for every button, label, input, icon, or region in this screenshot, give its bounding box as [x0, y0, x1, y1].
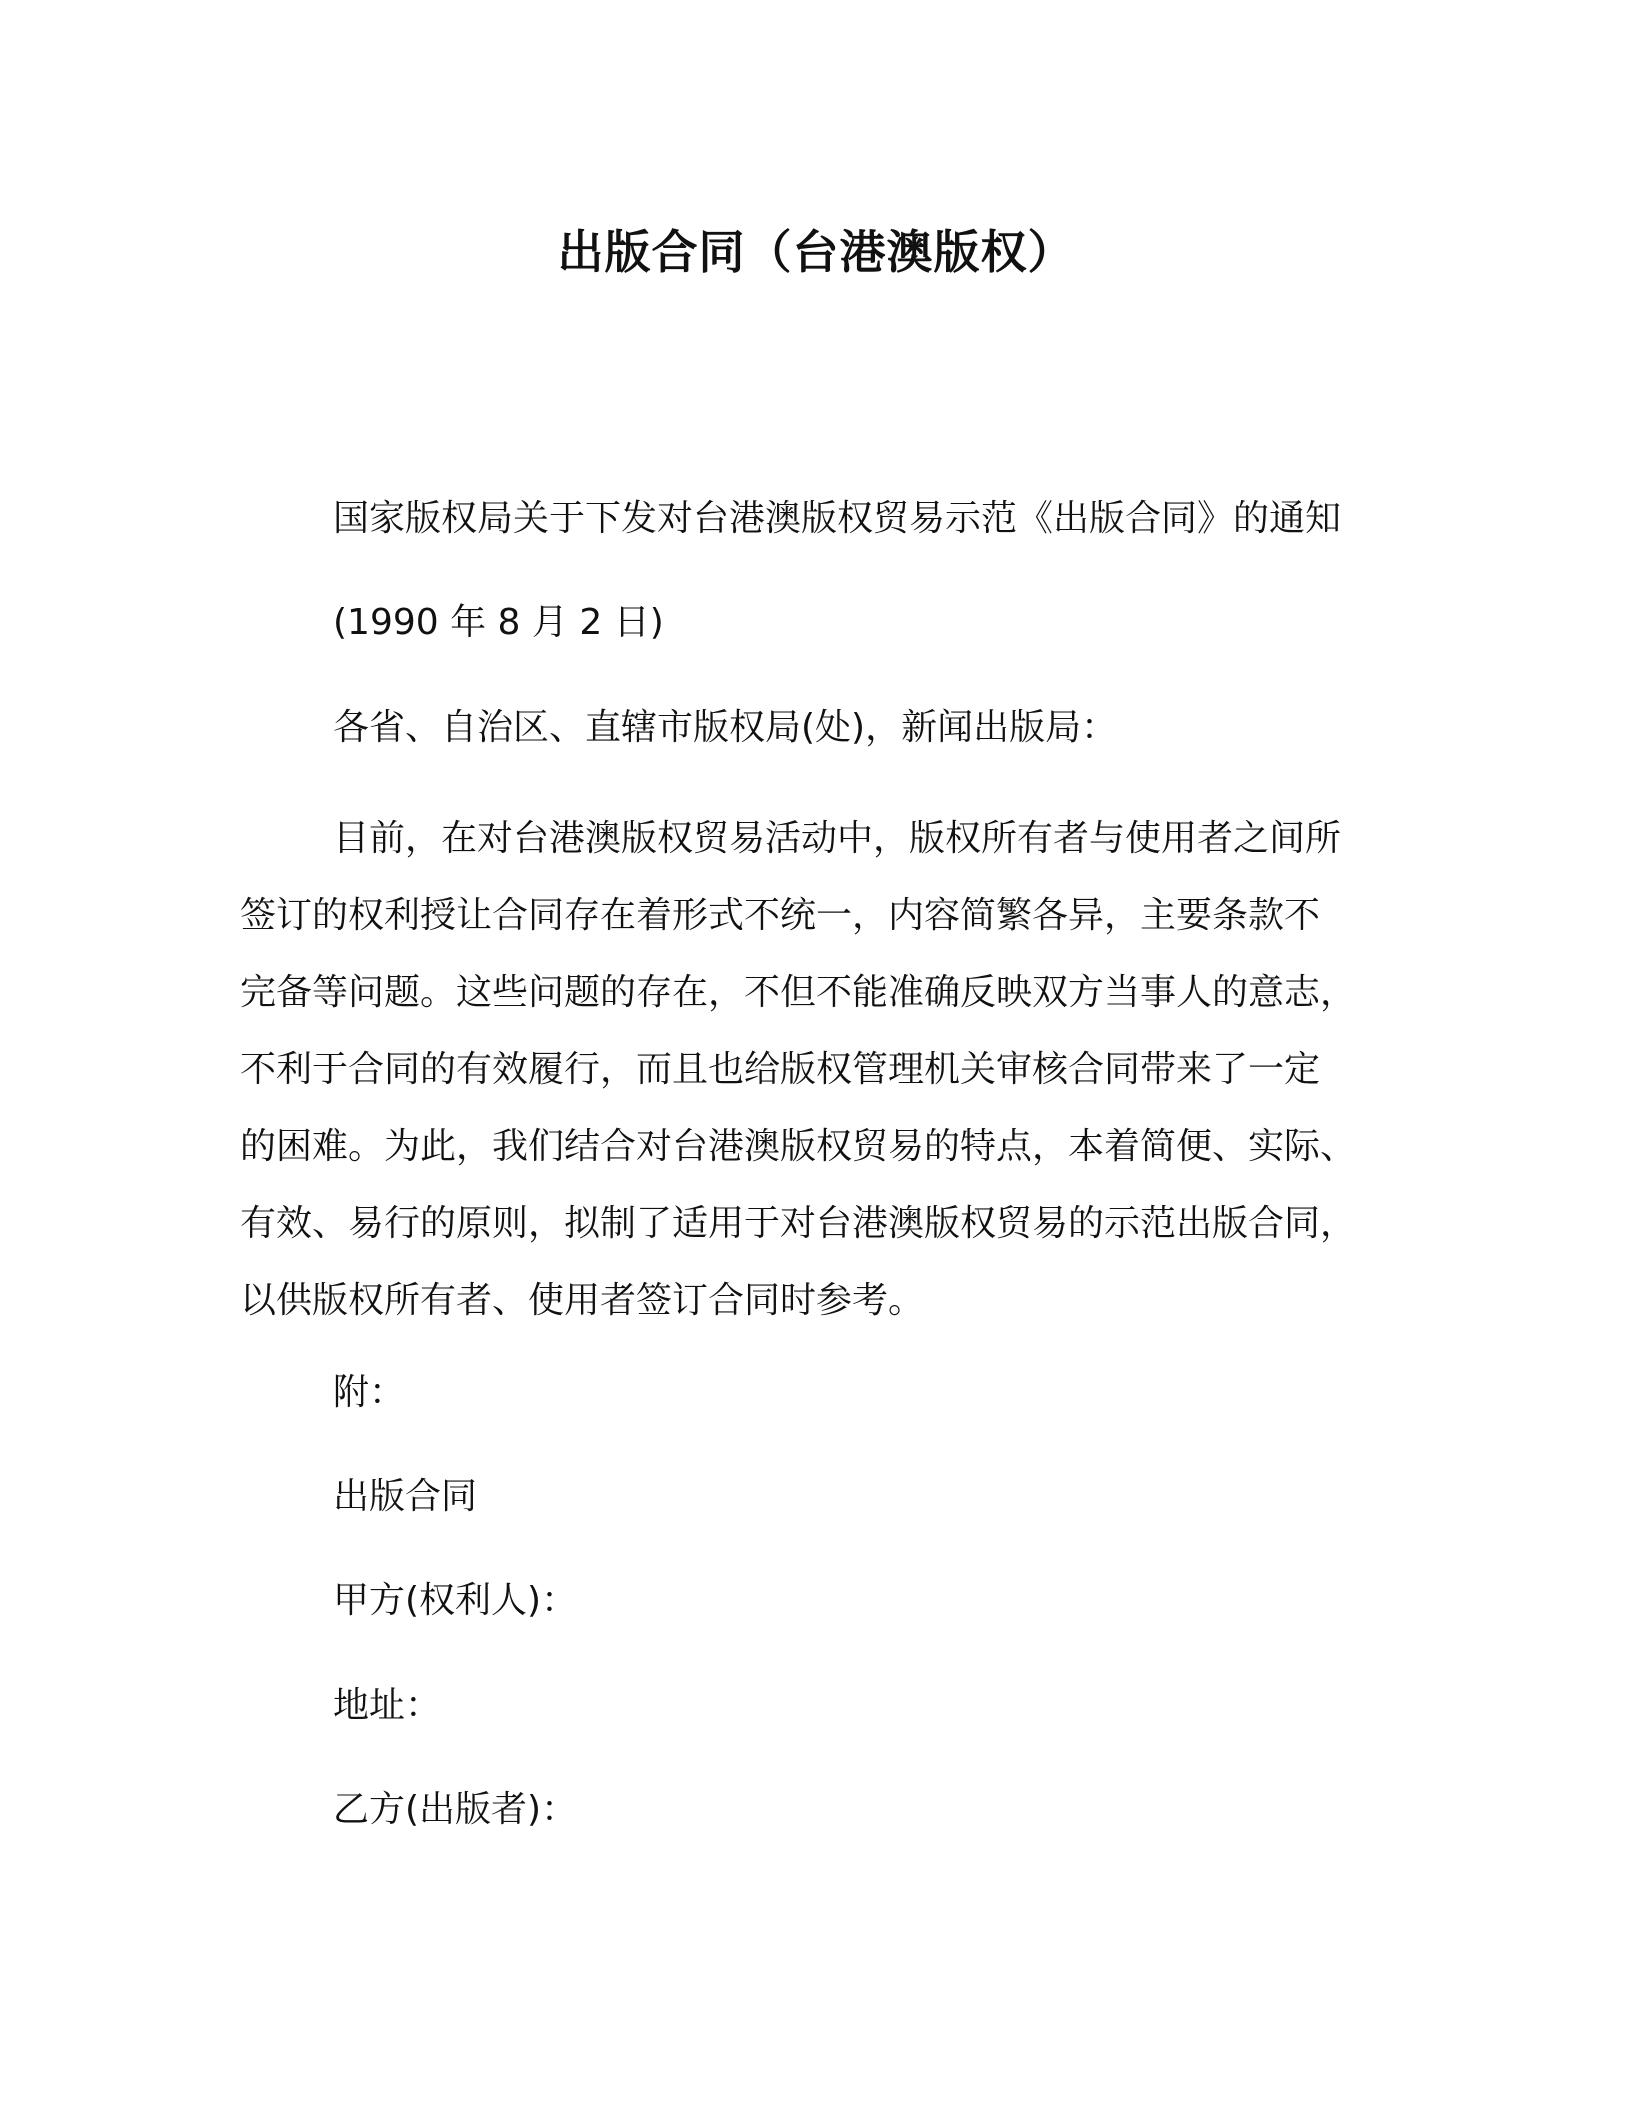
- body-line: 完备等问题。这些问题的存在，不但不能准确反映双方当事人的意志，: [240, 972, 1357, 1013]
- addressee-line: 各省、自治区、直辖市版权局(处)，新闻出版局：: [333, 707, 1118, 748]
- notice-title: 国家版权局关于下发对台港澳版权贸易示范《出版合同》的通知: [333, 498, 1342, 539]
- body-paragraph: [240, 800, 1380, 1339]
- document-title: 出版合同（台港澳版权）: [557, 225, 1075, 279]
- body-line: 有效、易行的原则，拟制了适用于对台港澳版权贸易的示范出版合同，: [240, 1203, 1357, 1244]
- date-line: (1990 年 8 月 2 日): [333, 602, 664, 643]
- attachment-label: 附：: [333, 1372, 406, 1413]
- contract-heading: 出版合同: [333, 1476, 478, 1517]
- party-b-label: 乙方(出版者)：: [333, 1789, 578, 1830]
- party-a-label: 甲方(权利人)：: [333, 1580, 578, 1621]
- body-line: 目前，在对台港澳版权贸易活动中，版权所有者与使用者之间所: [333, 818, 1342, 859]
- address-label: 地址：: [333, 1685, 442, 1726]
- body-line: 以供版权所有者、使用者签订合同时参考。: [240, 1280, 925, 1321]
- body-line: 不利于合同的有效履行，而且也给版权管理机关审核合同带来了一定: [240, 1049, 1321, 1090]
- body-line: 的困难。为此，我们结合对台港澳版权贸易的特点，本着简便、实际、: [240, 1126, 1357, 1167]
- body-line: 签订的权利授让合同存在着形式不统一，内容简繁各异，主要条款不: [240, 895, 1321, 936]
